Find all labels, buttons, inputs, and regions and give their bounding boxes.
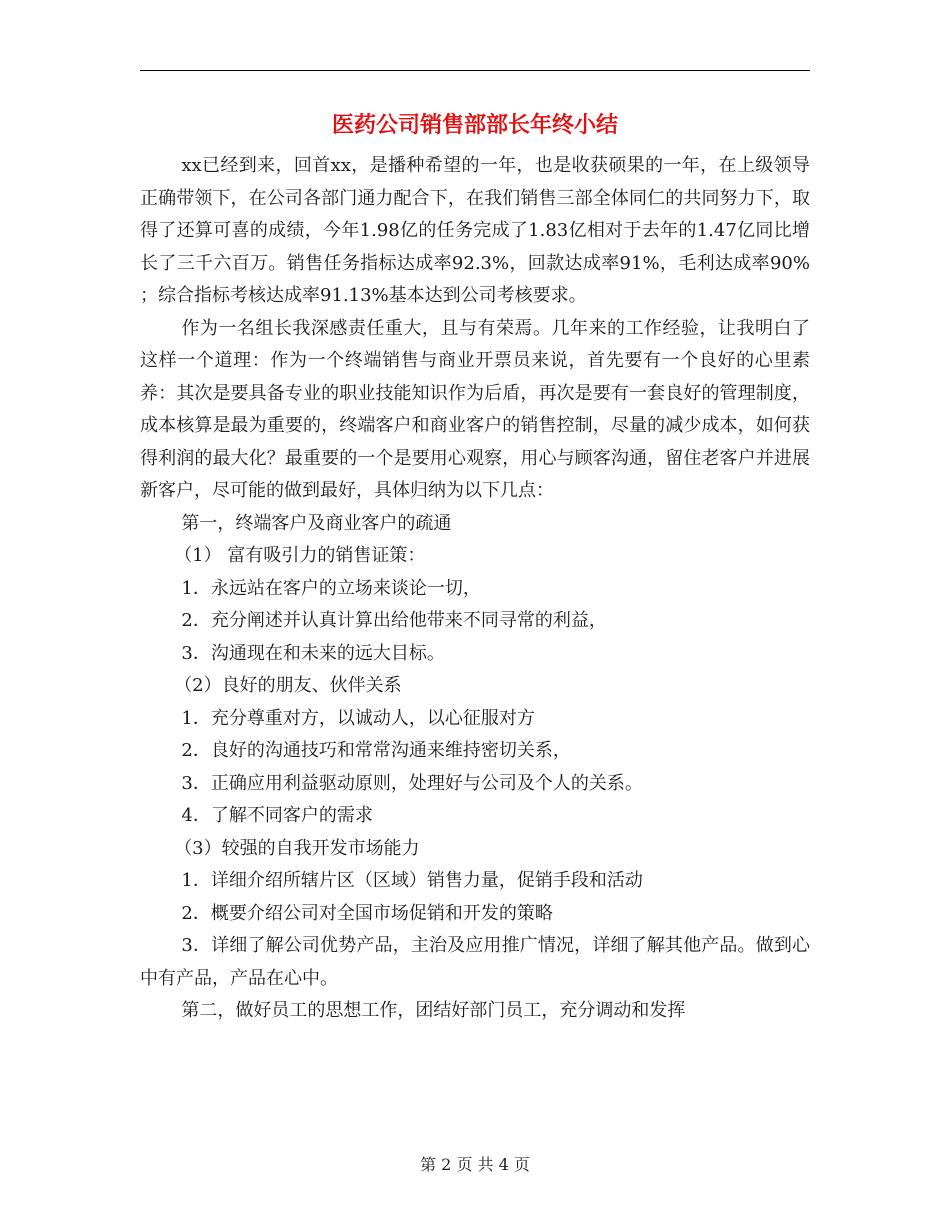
paragraph: 1．详细介绍所辖片区（区域）销售力量，促销手段和活动 xyxy=(181,870,643,891)
document-title: 医药公司销售部部长年终小结 xyxy=(331,113,618,138)
paragraph: 作为一名组长我深感责任重大，且与有荣焉。几年来的工作经验，让我明白了这样一个道理：作为一个终端销售与商业开票员来说，首先要有一个良好的心里素养：其次是要具备专业的职业技能知识作为后盾，再次是要有一套良好的管理制度，成本核算是最为重要的，终端客户和商业客户的销售控制，尽量的减少成本，如何获得利润的最大化？最重要的一个是要用心观察，用心与顾客沟通，留住老客户并进展新客户，尽可能的做到最好，具体归纳为以下几点： xyxy=(140,317,810,501)
paragraph: 第二，做好员工的思想工作，团结好部门员工，充分调动和发挥 xyxy=(181,1000,686,1021)
paragraph: （3）较强的自我开发市场能力 xyxy=(174,837,420,859)
paragraph: 2．概要介绍公司对全国市场促销和开发的策略 xyxy=(181,902,553,924)
paragraph: 4．了解不同客户的需求 xyxy=(181,805,373,826)
header-rule xyxy=(140,70,810,71)
paragraph: 3．沟通现在和未来的远大目标。 xyxy=(181,642,445,664)
paragraph: 1．永远站在客户的立场来谈论一切， xyxy=(181,577,481,599)
paragraph: 2．充分阐述并认真计算出给他带来不同寻常的利益， xyxy=(181,610,607,631)
paragraph: （2）良好的朋友、伙伴关系 xyxy=(174,675,402,696)
paragraph: 3．详细了解公司优势产品，主治及应用推广情况，详细了解其他产品。做到心中有产品，产品在心中。 xyxy=(140,935,810,989)
paragraph: 2．良好的沟通技巧和常常沟通来维持密切关系， xyxy=(181,740,571,761)
document-body xyxy=(140,150,810,1028)
paragraph: 1．充分尊重对方，以诚动人，以心征服对方 xyxy=(181,707,535,729)
page-footer: 第 2 页 共 4 页 xyxy=(420,1155,530,1174)
paragraph: 3．正确应用利益驱动原则，处理好与公司及个人的关系。 xyxy=(181,772,643,794)
paragraph: （1） 富有吸引力的销售证策： xyxy=(174,545,426,566)
paragraph: 第一，终端客户及商业客户的疏通 xyxy=(181,512,452,534)
paragraph: xx已经到来，回首xx，是播种希望的一年，也是收获硕果的一年，在上级领导正确带领下，在公司各部门通力配合下，在我们销售三部全体同仁的共同努力下，取得了还算可喜的成绩，今年1.98亿的任务完成了1.83亿相对于去年的1.47亿同比增长了三千六百万。销售任务指标达成率92.3%，回款达成率91%，毛利达成率90% ；综合指标考核达成率91.13%基本达到公司考核要求。 xyxy=(140,155,810,306)
